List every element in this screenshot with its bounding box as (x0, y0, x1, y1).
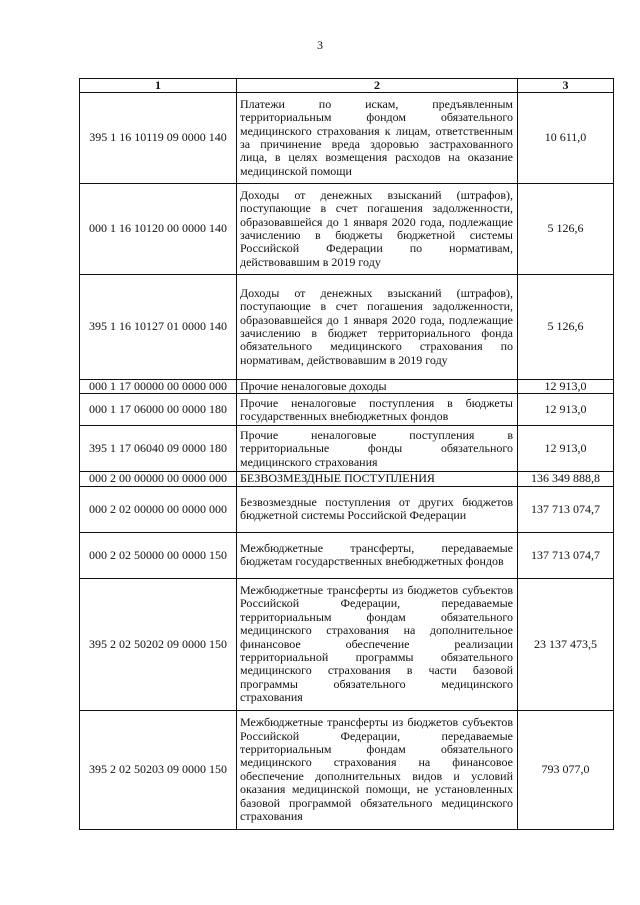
row-name: Прочие неналоговые доходы (237, 380, 518, 394)
row-amount: 5 126,6 (518, 275, 614, 380)
table-row (80, 93, 614, 184)
row-name: Доходы от денежных взысканий (штрафов), поступающие в счет погашения задолженности, образовавшейся до 1 января 2020 года, подлежащие зачислению в бюджеты бюджетной системы Российской Федерации по нормативам, действовавшим в 2019 году (237, 184, 518, 275)
row-name: Прочие неналоговые поступления в территориальные фонды обязательного медицинского страхования (237, 426, 518, 472)
row-name: Межбюджетные трансферты, передаваемые бюджетам государственных внебюджетных фондов (237, 532, 518, 578)
row-code: 000 2 02 00000 00 0000 000 (80, 486, 237, 532)
row-amount: 137 713 074,7 (518, 486, 614, 532)
table-row (80, 578, 614, 710)
table-row (80, 394, 614, 426)
row-amount: 137 713 074,7 (518, 532, 614, 578)
table-row (80, 426, 614, 472)
row-amount: 12 913,0 (518, 394, 614, 426)
row-code: 000 1 16 10120 00 0000 140 (80, 184, 237, 275)
row-code: 395 2 02 50202 09 0000 150 (80, 578, 237, 710)
table-row (80, 184, 614, 275)
table-row (80, 710, 614, 829)
row-amount: 136 349 888,8 (518, 472, 614, 486)
row-name: Доходы от денежных взысканий (штрафов), поступающие в счет погашения задолженности, образовавшейся до 1 января 2020 года, подлежащие зачислению в бюджет территориального фонда обязательного медицинского страхования по нормативам, действовавшим в 2019 году (237, 275, 518, 380)
row-name: Межбюджетные трансферты из бюджетов субъектов Российской Федерации, передаваемые территориальным фондам обязательного медицинского страхования на дополнительное финансовое обеспечение реализации территориальной программы обязательного медицинского страхования в части базовой программы обязательного медицинского страхования (237, 578, 518, 710)
column-header-amount: 3 (518, 79, 614, 93)
row-code: 395 1 17 06040 09 0000 180 (80, 426, 237, 472)
row-code: 395 1 16 10127 01 0000 140 (80, 275, 237, 380)
row-amount: 5 126,6 (518, 184, 614, 275)
row-amount: 793 077,0 (518, 710, 614, 829)
row-code: 000 1 17 06000 00 0000 180 (80, 394, 237, 426)
row-name: Платежи по искам, предъявленным территориальным фондом обязательного медицинского страхования к лицам, ответственным за причинение вреда здоровью застрахованного лица, в целях возмещения расходов на оказание медицинской помощи (237, 93, 518, 184)
row-amount: 10 611,0 (518, 93, 614, 184)
row-code: 395 1 16 10119 09 0000 140 (80, 93, 237, 184)
table-row (80, 532, 614, 578)
table-row (80, 472, 614, 486)
row-amount: 12 913,0 (518, 426, 614, 472)
row-code: 000 1 17 00000 00 0000 000 (80, 380, 237, 394)
revenue-table-container (79, 78, 613, 830)
table-row (80, 380, 614, 394)
table-row (80, 275, 614, 380)
column-header-code: 1 (80, 79, 237, 93)
page-number: 3 (317, 38, 323, 52)
row-name: Межбюджетные трансферты из бюджетов субъектов Российской Федерации, передаваемые территориальным фондам обязательного медицинского страхования на финансовое обеспечение дополнительных видов и условий оказания медицинской помощи, не установленных базовой программой обязательного медицинского страхования (237, 710, 518, 829)
table-header-row (80, 79, 614, 93)
table-row (80, 486, 614, 532)
row-code: 000 2 00 00000 00 0000 000 (80, 472, 237, 486)
row-name: Прочие неналоговые поступления в бюджеты государственных внебюджетных фондов (237, 394, 518, 426)
row-code: 000 2 02 50000 00 0000 150 (80, 532, 237, 578)
row-name: БЕЗВОЗМЕЗДНЫЕ ПОСТУПЛЕНИЯ (237, 472, 518, 486)
row-code: 395 2 02 50203 09 0000 150 (80, 710, 237, 829)
row-amount: 23 137 473,5 (518, 578, 614, 710)
row-amount: 12 913,0 (518, 380, 614, 394)
revenue-table (79, 78, 614, 830)
row-name: Безвозмездные поступления от других бюджетов бюджетной системы Российской Федерации (237, 486, 518, 532)
column-header-name: 2 (237, 79, 518, 93)
